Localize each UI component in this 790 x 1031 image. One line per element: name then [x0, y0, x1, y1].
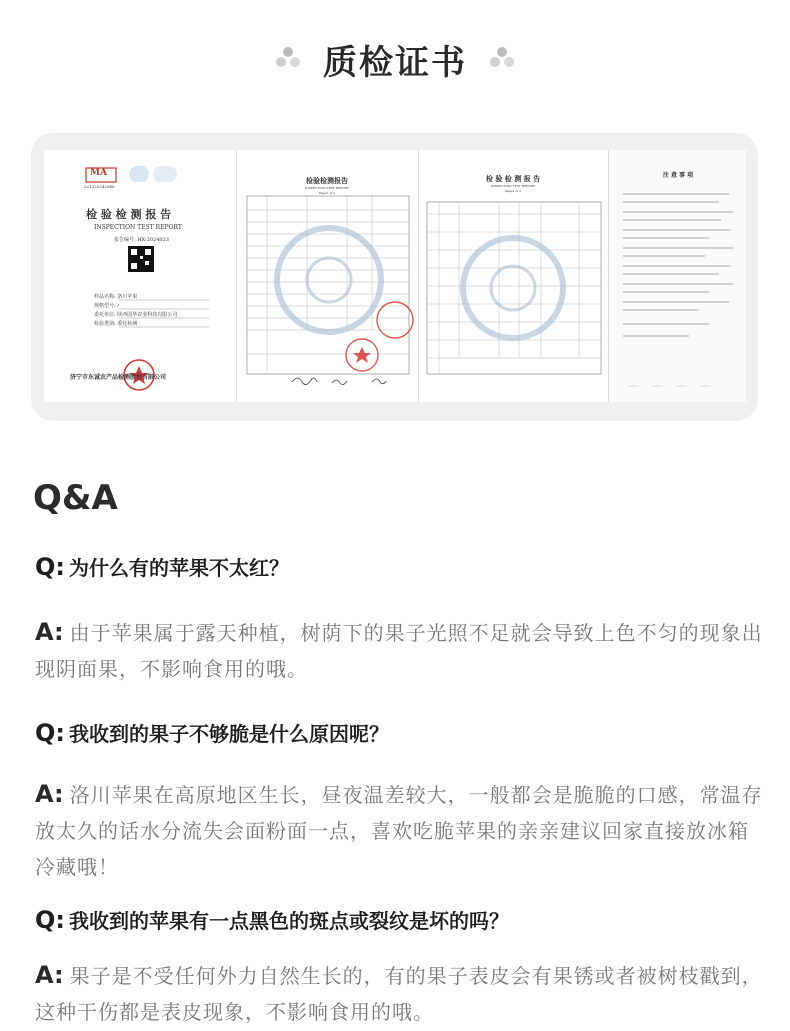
question-2	[35, 718, 389, 747]
answer-text: 果子是不受任何外力自然生长的，有的果子表皮会有果锈或者被树枝戳到，这种干伤都是表皮现象，不影响食用的哦。	[35, 964, 763, 1024]
question-text: 我收到的苹果有一点黑色的斑点或裂纹是坏的吗？	[69, 909, 509, 933]
cover-number: 221320342966	[84, 184, 115, 189]
answer-text: 由于苹果属于露天种植，树荫下的果子光照不足就会导致上色不匀的现象出现阴面果，不影响食用的哦。	[35, 621, 763, 681]
report-number-row	[114, 236, 169, 243]
results-table-graphic	[419, 150, 607, 402]
answer-3	[35, 957, 763, 1030]
answer-marker: A:	[35, 961, 64, 989]
notes-lines-graphic	[609, 150, 746, 402]
page-title: 质检证书	[323, 42, 467, 83]
page2-title: 检验检测报告	[306, 176, 348, 185]
page-header	[0, 34, 790, 84]
question-1	[35, 552, 289, 581]
cover-field-label: 委托单位:	[94, 312, 116, 318]
answer-marker: A:	[35, 780, 64, 808]
cover-field-label: 检验类别:	[94, 321, 116, 327]
cover-fields	[94, 293, 177, 329]
question-marker: Q:	[35, 553, 65, 581]
cover-field-value: 洛川苹果	[117, 294, 138, 300]
question-marker: Q:	[35, 906, 65, 934]
report-table-graphic	[237, 150, 417, 402]
cover-field-value: 陕西国华农业科技有限公司	[117, 312, 178, 318]
question-text: 为什么有的苹果不太红？	[69, 556, 289, 580]
report-number: HX-2024023	[137, 237, 169, 243]
report-cover-page	[44, 150, 234, 402]
decorative-dots-icon	[275, 46, 301, 72]
page2-subtitle: INSPECTION TEST REPORT	[305, 186, 349, 190]
report-cover-graphic	[44, 150, 234, 402]
report-page-2	[418, 150, 607, 402]
cover-field-row	[94, 302, 177, 311]
page2-pageno: Page1 of 2	[318, 191, 335, 195]
answer-marker: A:	[35, 618, 64, 646]
report-notes-page	[608, 150, 746, 402]
cover-subtitle: INSPECTION TEST REPORT	[94, 224, 182, 231]
decorative-dots-icon	[489, 46, 515, 72]
page3-pageno: Page2 of 2	[504, 189, 521, 193]
page3-subtitle: INSPECTION TEST REPORT	[491, 184, 535, 188]
answer-1	[35, 614, 763, 687]
notes-title: 注 意 事 项	[662, 172, 694, 179]
report-page-1	[236, 150, 417, 402]
cover-field-label: 规格型号:	[94, 303, 116, 309]
certificate-images	[44, 150, 746, 402]
cover-field-value: 委托检测	[117, 321, 138, 327]
ma-mark: MA	[90, 168, 107, 178]
cover-field-row	[94, 293, 177, 302]
cover-field-value: /	[117, 303, 119, 309]
question-3	[35, 905, 509, 934]
question-marker: Q:	[35, 719, 65, 747]
answer-2	[35, 776, 763, 885]
qa-section-title: Q&A	[33, 478, 118, 518]
cover-title: 检 验 检 测 报 告	[86, 208, 172, 221]
report-number-label: 报告编号:	[114, 237, 136, 243]
answer-text: 洛川苹果在高原地区生长，昼夜温差较大，一般都会是脆脆的口感，常温存放太久的话水分流失会面粉面一点，喜欢吃脆苹果的亲亲建议回家直接放冰箱冷藏哦！	[35, 783, 763, 879]
cover-field-row	[94, 320, 177, 329]
page3-title: 检 验 检 测 报 告	[485, 174, 541, 183]
cover-field-label: 样品名称:	[94, 294, 116, 300]
question-text: 我收到的果子不够脆是什么原因呢？	[69, 722, 389, 746]
issuer-name: 济宁市东诚农产品检测股份有限公司	[70, 374, 167, 381]
cover-field-row	[94, 311, 177, 320]
